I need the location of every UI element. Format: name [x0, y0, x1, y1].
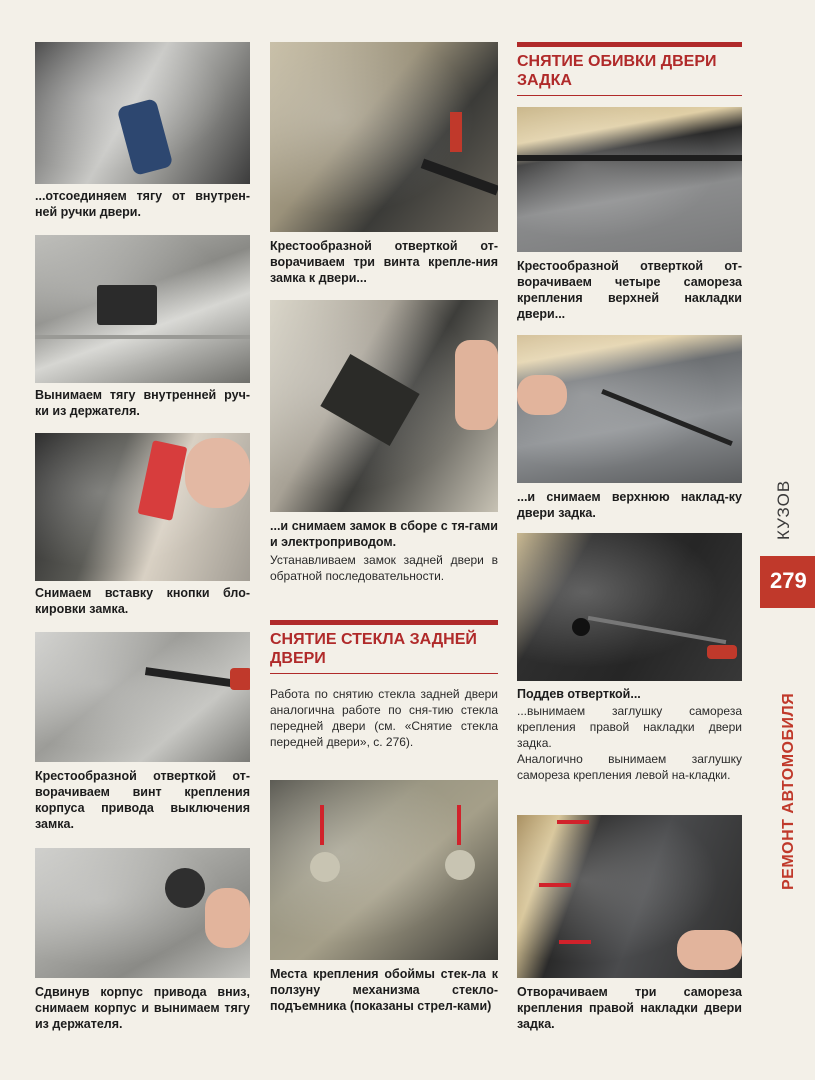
- caption-7: ...и снимаем замок в сборе с тя-гами и электроприводом.: [270, 519, 498, 549]
- caption-11: Поддев отверткой...: [517, 687, 641, 701]
- side-book-title: РЕМОНТ АВТОМОБИЛЯ: [780, 692, 797, 890]
- photo-rod-holder: [35, 235, 250, 383]
- section-underline-trim: [517, 95, 742, 96]
- text-glass-removal: Работа по снятию стекла задней двери аналогична работе по сня-тию стекла передней двери (см. «Снятие стекла передней двери», с. 276).: [270, 687, 498, 749]
- photo-door-rod-handle: [35, 42, 250, 184]
- text-remove-left-plug: Аналогично вынимаем заглушку самореза крепления левой на-кладки.: [517, 752, 742, 782]
- photo-tailgate-top-trim-removed: [517, 335, 742, 483]
- caption-4: Крестообразной отверткой от-ворачиваем винт крепления корпуса привода выключения замка.: [35, 769, 250, 831]
- caption-10: ...и снимаем верхнюю наклад-ку двери задка.: [517, 490, 742, 520]
- text-install-lock: Устанавливаем замок задней двери в обратной последовательности.: [270, 553, 498, 583]
- section-underline-glass: [270, 673, 498, 674]
- photo-tailgate-top-trim: [517, 107, 742, 252]
- photo-lock-button-insert: [35, 433, 250, 581]
- caption-2: Вынимаем тягу внутренней руч-ки из держателя.: [35, 388, 250, 418]
- page-number-tab: [760, 556, 815, 608]
- caption-12: Отворачиваем три самореза крепления правой накладки двери задка.: [517, 985, 742, 1031]
- section-rule-glass: [270, 620, 498, 625]
- side-section-label: КУЗОВ: [774, 479, 793, 540]
- photo-lock-assembly: [270, 300, 498, 512]
- section-rule-trim: [517, 42, 742, 47]
- photo-actuator-screw: [35, 632, 250, 762]
- caption-8: Места крепления обоймы стек-ла к ползуну механизма стекло-подъемника (показаны стрел-ками): [270, 967, 498, 1013]
- section-title-glass: СНЯТИЕ СТЕКЛА ЗАДНЕЙ ДВЕРИ: [270, 631, 477, 667]
- caption-6: Крестообразной отверткой от-ворачиваем три винта крепле-ния замка к двери...: [270, 239, 498, 285]
- text-remove-plug: ...вынимаем заглушку самореза крепления правой накладки двери задка.: [517, 704, 742, 750]
- page-number: 279: [770, 568, 807, 593]
- photo-trim-plug: [517, 533, 742, 681]
- caption-3: Снимаем вставку кнопки бло-кировки замка.: [35, 586, 250, 616]
- photo-right-trim-screws: [517, 815, 742, 978]
- caption-9: Крестообразной отверткой от-ворачиваем четыре самореза крепления верхней накладки двери...: [517, 259, 742, 321]
- section-title-trim: СНЯТИЕ ОБИВКИ ДВЕРИ ЗАДКА: [517, 53, 717, 89]
- caption-5: Сдвинув корпус привода вниз, снимаем корпус и вынимаем тягу из держателя.: [35, 985, 250, 1031]
- photo-lock-screws: [270, 42, 498, 232]
- caption-1: ...отсоединяем тягу от внутрен-ней ручки двери.: [35, 189, 250, 219]
- photo-glass-mount-arrows: [270, 780, 498, 960]
- photo-actuator-housing: [35, 848, 250, 978]
